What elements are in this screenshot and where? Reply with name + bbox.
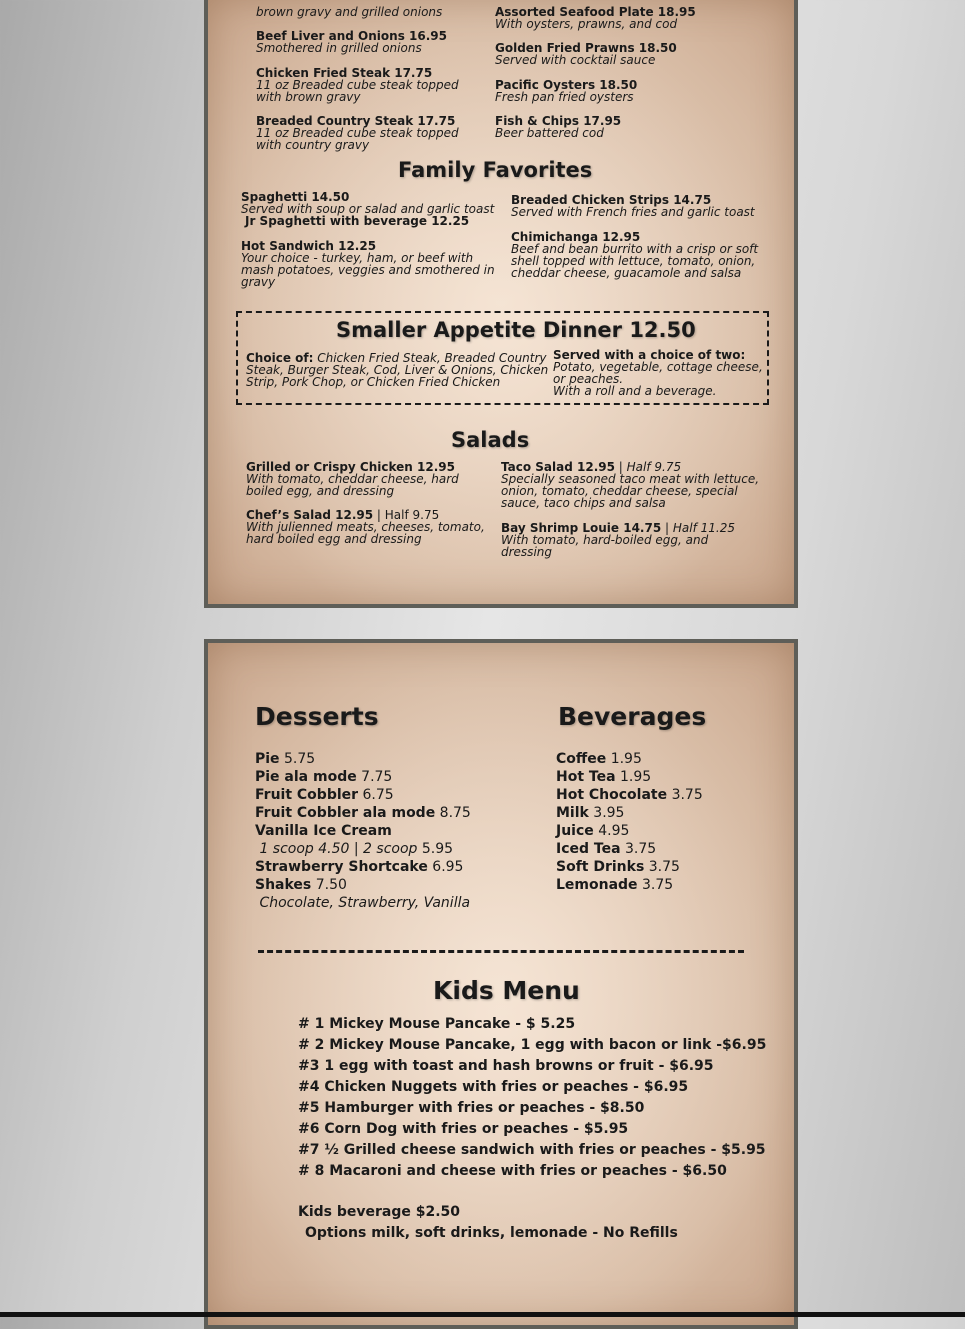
item-name: Grilled or Crispy Chicken 12.95	[246, 460, 455, 474]
item-name: Chimichanga 12.95	[511, 230, 641, 244]
list-item: Hot Tea 1.95	[556, 769, 652, 785]
item-desc: with country gravy	[256, 138, 370, 152]
desserts-heading: Desserts	[255, 702, 379, 731]
item-name: Breaded Country Steak 17.75	[256, 114, 456, 128]
served-label: Served with a choice of two:	[553, 348, 746, 362]
item-desc: dressing	[501, 545, 552, 559]
list-item: Fruit Cobbler 6.75	[255, 787, 394, 803]
list-item: Coffee 1.95	[556, 751, 642, 767]
list-item: Strawberry Shortcake 6.95	[255, 859, 464, 875]
salads-heading: Salads	[451, 428, 530, 452]
item-desc: Specially seasoned taco meat with lettuce,	[501, 472, 760, 486]
list-item: Soft Drinks 3.75	[556, 859, 680, 875]
smaller-appetite-heading: Smaller Appetite Dinner 12.50	[336, 318, 696, 342]
item-name: Assorted Seafood Plate 18.95	[495, 5, 696, 19]
page-bottom-bar	[0, 1312, 965, 1317]
item-desc: onion, tomato, cheddar cheese, special	[501, 484, 738, 498]
item-name: Fish & Chips 17.95	[495, 114, 622, 128]
item-desc: Served with cocktail sauce	[495, 53, 656, 67]
item-desc: hard boiled egg and dressing	[246, 532, 422, 546]
item-name: Golden Fried Prawns 18.50	[495, 41, 677, 55]
kids-beverage-options: Options milk, soft drinks, lemonade - No Refills	[305, 1225, 678, 1241]
choice-line: Choice of: Chicken Fried Steak, Breaded Country	[246, 351, 547, 365]
list-item: #5 Hamburger with fries or peaches - $8.50	[298, 1100, 645, 1116]
item-desc: With tomato, hard-boiled egg, and	[501, 533, 709, 547]
item-name: Hot Sandwich 12.25	[241, 239, 377, 253]
item-name: Chicken Fried Steak 17.75	[256, 66, 433, 80]
item-name: Pacific Oysters 18.50	[495, 78, 638, 92]
item-name: Jr Spaghetti with beverage 12.25	[245, 214, 470, 228]
list-item: Fruit Cobbler ala mode 8.75	[255, 805, 471, 821]
item-desc: shell topped with lettuce, tomato, onion,	[511, 254, 756, 268]
list-item: Shakes 7.50	[255, 877, 347, 893]
list-item: #6 Corn Dog with fries or peaches - $5.95	[298, 1121, 629, 1137]
choice-line: Steak, Burger Steak, Cod, Liver & Onions, Chicken	[246, 363, 549, 377]
list-item: #7 ½ Grilled cheese sandwich with fries or peaches - $5.95	[298, 1142, 766, 1158]
item-desc: With julienned meats, cheeses, tomato,	[246, 520, 485, 534]
list-item: Juice 4.95	[556, 823, 630, 839]
served-line: or peaches.	[553, 372, 624, 386]
list-item: # 8 Macaroni and cheese with fries or peaches - $6.50	[298, 1163, 727, 1179]
item-name: Spaghetti 14.50	[241, 190, 350, 204]
list-item: Pie ala mode 7.75	[255, 769, 393, 785]
item-name: Bay Shrimp Louie 14.75 | Half 11.25	[501, 521, 735, 535]
item-name: Breaded Chicken Strips 14.75	[511, 193, 712, 207]
item-desc: boiled egg, and dressing	[246, 484, 395, 498]
beverages-heading: Beverages	[558, 702, 707, 731]
item-name: Chef’s Salad 12.95 | Half 9.75	[246, 508, 440, 522]
list-item: #3 1 egg with toast and hash browns or fruit - $6.95	[298, 1058, 714, 1074]
kids-menu-heading: Kids Menu	[433, 976, 580, 1005]
item-desc: brown gravy and grilled onions	[256, 5, 443, 19]
list-item: Hot Chocolate 3.75	[556, 787, 703, 803]
section-divider	[258, 950, 744, 953]
served-line: With a roll and a beverage.	[553, 384, 717, 398]
item-desc: 11 oz Breaded cube steak topped	[256, 78, 459, 92]
list-item: # 2 Mickey Mouse Pancake, 1 egg with bacon or link -$6.95	[298, 1037, 767, 1053]
list-item: Iced Tea 3.75	[556, 841, 657, 857]
item-desc: Served with French fries and garlic toast	[511, 205, 755, 219]
item-desc: mash potatoes, veggies and smothered in	[241, 263, 495, 277]
item-desc: Beef and bean burrito with a crisp or soft	[511, 242, 759, 256]
menu-page-2	[204, 639, 798, 1329]
desserts-list	[255, 750, 471, 912]
item-desc: with brown gravy	[256, 90, 361, 104]
list-item: 1 scoop 4.50 | 2 scoop 5.95	[259, 841, 454, 857]
list-item: # 1 Mickey Mouse Pancake - $ 5.25	[298, 1016, 576, 1032]
list-item: #4 Chicken Nuggets with fries or peaches - $6.95	[298, 1079, 689, 1095]
served-line: Potato, vegetable, cottage cheese,	[553, 360, 763, 374]
list-item: Milk 3.95	[556, 805, 625, 821]
item-desc: gravy	[241, 275, 276, 289]
list-item: Chocolate, Strawberry, Vanilla	[259, 895, 471, 911]
kids-menu-list	[298, 1014, 766, 1182]
menu-page-1	[204, 0, 798, 608]
item-desc: Fresh pan fried oysters	[495, 90, 634, 104]
item-desc: Your choice - turkey, ham, or beef with	[241, 251, 474, 265]
item-desc: 11 oz Breaded cube steak topped	[256, 126, 459, 140]
item-desc: With oysters, prawns, and cod	[495, 17, 678, 31]
list-item: Lemonade 3.75	[556, 877, 674, 893]
item-name: Beef Liver and Onions 16.95	[256, 29, 447, 43]
item-desc: Smothered in grilled onions	[256, 41, 422, 55]
item-desc: cheddar cheese, guacamole and salsa	[511, 266, 742, 280]
item-desc: With tomato, cheddar cheese, hard	[246, 472, 459, 486]
choice-line: Strip, Pork Chop, or Chicken Fried Chicken	[246, 375, 501, 389]
family-favorites-heading: Family Favorites	[398, 158, 593, 182]
kids-beverage: Kids beverage $2.50	[298, 1204, 461, 1220]
list-item: Pie 5.75	[255, 751, 316, 767]
item-desc: Served with soup or salad and garlic toast	[241, 202, 495, 216]
beverages-list	[556, 750, 703, 894]
item-desc: Beer battered cod	[495, 126, 604, 140]
item-name: Taco Salad 12.95 | Half 9.75	[501, 460, 682, 474]
item-desc: sauce, taco chips and salsa	[501, 496, 666, 510]
list-item: Vanilla Ice Cream	[255, 823, 392, 839]
